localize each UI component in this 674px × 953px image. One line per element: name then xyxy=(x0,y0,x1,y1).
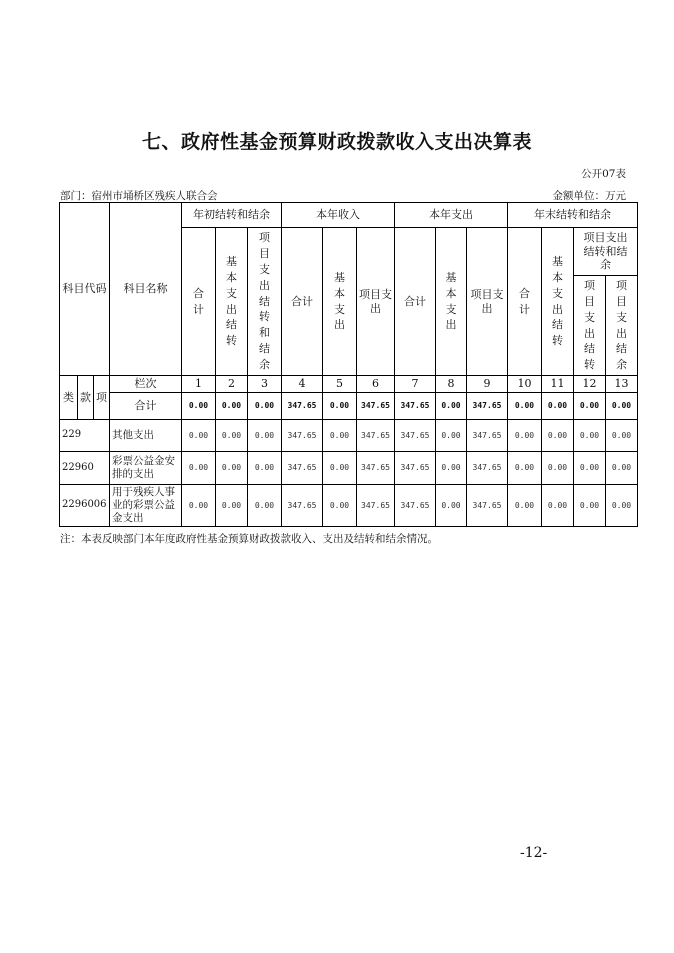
total-cell: 0.00 xyxy=(542,393,574,420)
row-cell: 0.00 xyxy=(574,420,606,452)
opening-basic-header: 基本支出结转 xyxy=(225,254,237,348)
col-no: 2 xyxy=(216,376,248,393)
closing-project-carry-header: 项目支出结转 xyxy=(583,278,595,372)
row-cell: 0.00 xyxy=(574,452,606,485)
row-cell: 0.00 xyxy=(182,452,216,485)
row-cell: 0.00 xyxy=(323,420,357,452)
row-cell: 0.00 xyxy=(508,420,542,452)
form-code: 公开07表 xyxy=(581,168,626,180)
xiang-header: 项 xyxy=(94,376,110,420)
col-no: 7 xyxy=(395,376,436,393)
total-cell: 0.00 xyxy=(323,393,357,420)
row-cell: 0.00 xyxy=(542,452,574,485)
department-label: 部门：宿州市埇桥区残疾人联合会 xyxy=(60,190,218,202)
income-total-header: 合计 xyxy=(282,228,323,376)
col-no: 9 xyxy=(467,376,508,393)
row-cell: 0.00 xyxy=(248,452,282,485)
col-no: 13 xyxy=(606,376,638,393)
closing-project-subgroup-header: 项目支出结转和结余 xyxy=(574,228,638,276)
row-cell: 0.00 xyxy=(323,485,357,527)
row-cell: 0.00 xyxy=(182,485,216,527)
col-no: 10 xyxy=(508,376,542,393)
subject-name-header: 科目名称 xyxy=(110,203,182,376)
row-cell: 347.65 xyxy=(467,420,508,452)
row-cell: 0.00 xyxy=(182,420,216,452)
row-cell: 0.00 xyxy=(574,485,606,527)
lei-header: 类 xyxy=(60,376,78,420)
col-no: 3 xyxy=(248,376,282,393)
income-project-header: 项目支出 xyxy=(357,228,395,376)
row-cell: 347.65 xyxy=(395,420,436,452)
row-cell: 0.00 xyxy=(436,485,467,527)
page-number: -12- xyxy=(520,845,548,861)
row-cell: 347.65 xyxy=(357,420,395,452)
row-code: 2296006 xyxy=(60,485,110,527)
table-row xyxy=(60,452,638,485)
row-cell: 0.00 xyxy=(508,452,542,485)
row-code: 229 xyxy=(60,420,110,452)
row-cell: 347.65 xyxy=(282,420,323,452)
row-cell: 0.00 xyxy=(248,485,282,527)
row-cell: 0.00 xyxy=(542,485,574,527)
row-cell: 0.00 xyxy=(436,452,467,485)
total-cell: 347.65 xyxy=(395,393,436,420)
col-no: 8 xyxy=(436,376,467,393)
total-cell: 0.00 xyxy=(182,393,216,420)
row-cell: 0.00 xyxy=(606,485,638,527)
expense-project-header: 项目支出 xyxy=(467,228,508,376)
subject-code-header: 科目代码 xyxy=(60,203,110,376)
closing-project-balance-header: 项目支出结余 xyxy=(615,278,627,372)
page-title: 七、政府性基金预算财政拨款收入支出决算表 xyxy=(141,131,532,153)
opening-group-header: 年初结转和结余 xyxy=(182,203,282,228)
row-cell: 0.00 xyxy=(606,452,638,485)
income-group-header: 本年收入 xyxy=(282,203,395,228)
expense-basic-header: 基本支出 xyxy=(445,270,457,332)
table-note: 注：本表反映部门本年度政府性基金预算财政拨款收入、支出及结转和结余情况。 xyxy=(60,533,438,545)
row-name: 其他支出 xyxy=(110,420,182,452)
row-cell: 347.65 xyxy=(357,452,395,485)
total-cell: 0.00 xyxy=(248,393,282,420)
row-cell: 347.65 xyxy=(467,452,508,485)
row-cell: 347.65 xyxy=(395,452,436,485)
final-accounts-table xyxy=(59,202,638,527)
col-no: 4 xyxy=(282,376,323,393)
col-no: 5 xyxy=(323,376,357,393)
income-basic-header: 基本支出 xyxy=(333,270,345,332)
col-no: 11 xyxy=(542,376,574,393)
total-cell: 0.00 xyxy=(436,393,467,420)
opening-total-header: 合计 xyxy=(192,286,204,316)
total-cell: 0.00 xyxy=(216,393,248,420)
total-cell: 347.65 xyxy=(282,393,323,420)
total-cell: 0.00 xyxy=(606,393,638,420)
expense-total-header: 合计 xyxy=(395,228,436,376)
closing-basic-header: 基本支出结转 xyxy=(551,254,563,348)
kuan-header: 款 xyxy=(78,376,94,420)
row-cell: 0.00 xyxy=(436,420,467,452)
col-no: 12 xyxy=(574,376,606,393)
unit-label: 金额单位：万元 xyxy=(552,190,626,202)
col-no: 1 xyxy=(182,376,216,393)
column-index-label: 栏次 xyxy=(110,376,182,393)
row-cell: 0.00 xyxy=(542,420,574,452)
expense-group-header: 本年支出 xyxy=(395,203,508,228)
row-cell: 0.00 xyxy=(216,485,248,527)
row-cell: 347.65 xyxy=(282,452,323,485)
row-code: 22960 xyxy=(60,452,110,485)
row-cell: 0.00 xyxy=(508,485,542,527)
table-row xyxy=(60,420,638,452)
total-cell: 347.65 xyxy=(467,393,508,420)
row-cell: 0.00 xyxy=(216,452,248,485)
total-cell: 0.00 xyxy=(574,393,606,420)
row-cell: 0.00 xyxy=(323,452,357,485)
row-name: 彩票公益金安排的支出 xyxy=(110,452,182,485)
row-name: 用于残疾人事业的彩票公益金支出 xyxy=(110,485,182,527)
row-cell: 347.65 xyxy=(467,485,508,527)
closing-total-header: 合计 xyxy=(518,286,530,316)
row-cell: 347.65 xyxy=(357,485,395,527)
row-cell: 347.65 xyxy=(395,485,436,527)
row-cell: 0.00 xyxy=(248,420,282,452)
row-cell: 0.00 xyxy=(606,420,638,452)
total-cell: 0.00 xyxy=(508,393,542,420)
row-cell: 347.65 xyxy=(282,485,323,527)
table-row xyxy=(60,485,638,527)
row-cell: 0.00 xyxy=(216,420,248,452)
total-cell: 347.65 xyxy=(357,393,395,420)
closing-group-header: 年末结转和结余 xyxy=(508,203,638,228)
col-no: 6 xyxy=(357,376,395,393)
opening-project-header: 项目支出结转和结余 xyxy=(258,230,270,372)
total-row-label: 合计 xyxy=(110,393,182,420)
